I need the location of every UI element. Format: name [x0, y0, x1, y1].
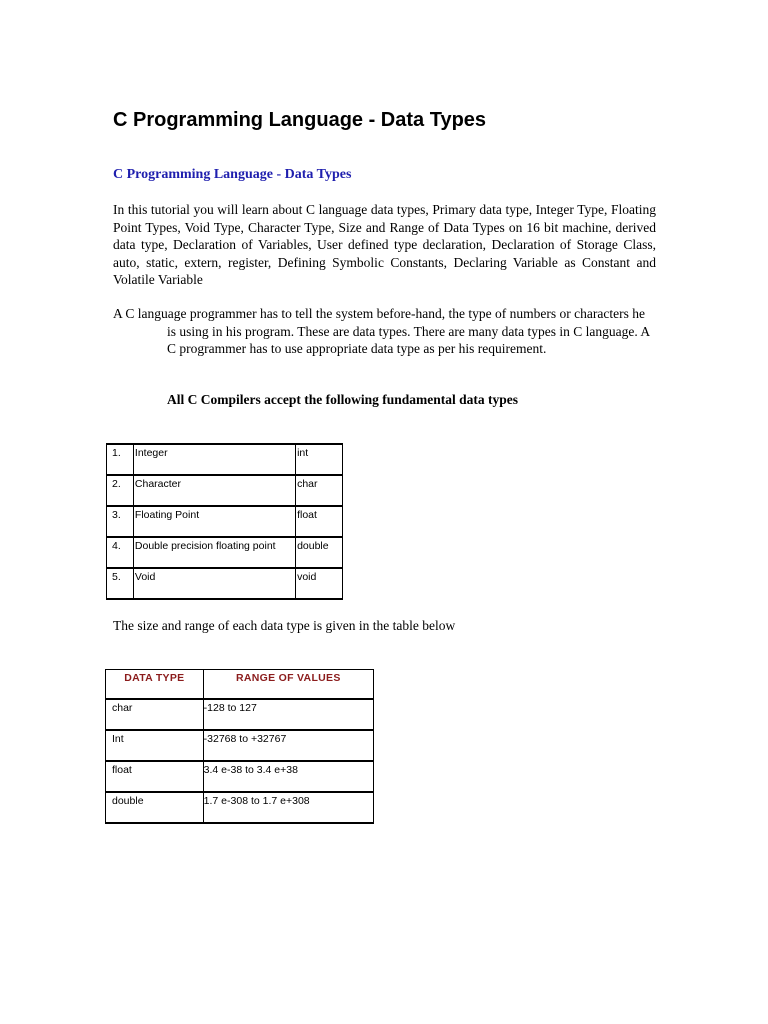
table-row — [106, 730, 374, 761]
table-row — [106, 761, 374, 792]
section-subtitle: C Programming Language - Data Types — [113, 167, 352, 182]
table-row — [107, 506, 343, 537]
data-type-cell: char — [106, 699, 204, 730]
type-name: Double precision floating point — [133, 537, 295, 568]
fundamental-types-table — [106, 443, 343, 600]
table-header-row — [106, 670, 374, 700]
range-cell: -128 to 127 — [203, 699, 373, 730]
range-table — [105, 669, 374, 824]
table-row — [107, 475, 343, 506]
table-row — [107, 537, 343, 568]
type-name: Void — [133, 568, 295, 599]
header-data-type: DATA TYPE — [106, 670, 204, 700]
page-title: C Programming Language - Data Types — [113, 109, 487, 131]
table-row — [106, 792, 374, 823]
table-row — [107, 568, 343, 599]
type-keyword: float — [296, 506, 343, 537]
type-keyword: void — [296, 568, 343, 599]
description-paragraph: A C language programmer has to tell the system before-hand, the type of numbers or characters he is using in his program. These are data types. There are many data types in C language. A C programmer has to use appropriate data type as per his requirement. — [113, 306, 650, 357]
range-cell: -32768 to +32767 — [203, 730, 373, 761]
table-row — [107, 444, 343, 475]
range-cell: 3.4 e-38 to 3.4 e+38 — [203, 761, 373, 792]
type-name: Floating Point — [133, 506, 295, 537]
row-number: 3. — [107, 506, 134, 537]
data-type-cell: Int — [106, 730, 204, 761]
type-keyword: int — [296, 444, 343, 475]
type-name: Character — [133, 475, 295, 506]
range-table-intro: The size and range of each data type is given in the table below — [113, 618, 456, 633]
row-number: 1. — [107, 444, 134, 475]
row-number: 4. — [107, 537, 134, 568]
type-keyword: double — [296, 537, 343, 568]
range-cell: 1.7 e-308 to 1.7 e+308 — [203, 792, 373, 823]
row-number: 5. — [107, 568, 134, 599]
intro-paragraph: In this tutorial you will learn about C language data types, Primary data type, Integer Type, Floating Point Types, Void Type, Character Type, Size and Range of Data Types on 16 bit machine, derived data type, Declaration of Variables, User defined type declaration, Declaration of Storage Class, auto, static, extern, register, Defining Symbolic Constants, Declaring Variable as Constant and Volatile Variable — [113, 202, 656, 288]
type-keyword: char — [296, 475, 343, 506]
type-name: Integer — [133, 444, 295, 475]
header-range: RANGE OF VALUES — [203, 670, 373, 700]
data-type-cell: float — [106, 761, 204, 792]
fundamental-types-heading: All C Compilers accept the following fundamental data types — [167, 392, 518, 407]
row-number: 2. — [107, 475, 134, 506]
table-row — [106, 699, 374, 730]
data-type-cell: double — [106, 792, 204, 823]
